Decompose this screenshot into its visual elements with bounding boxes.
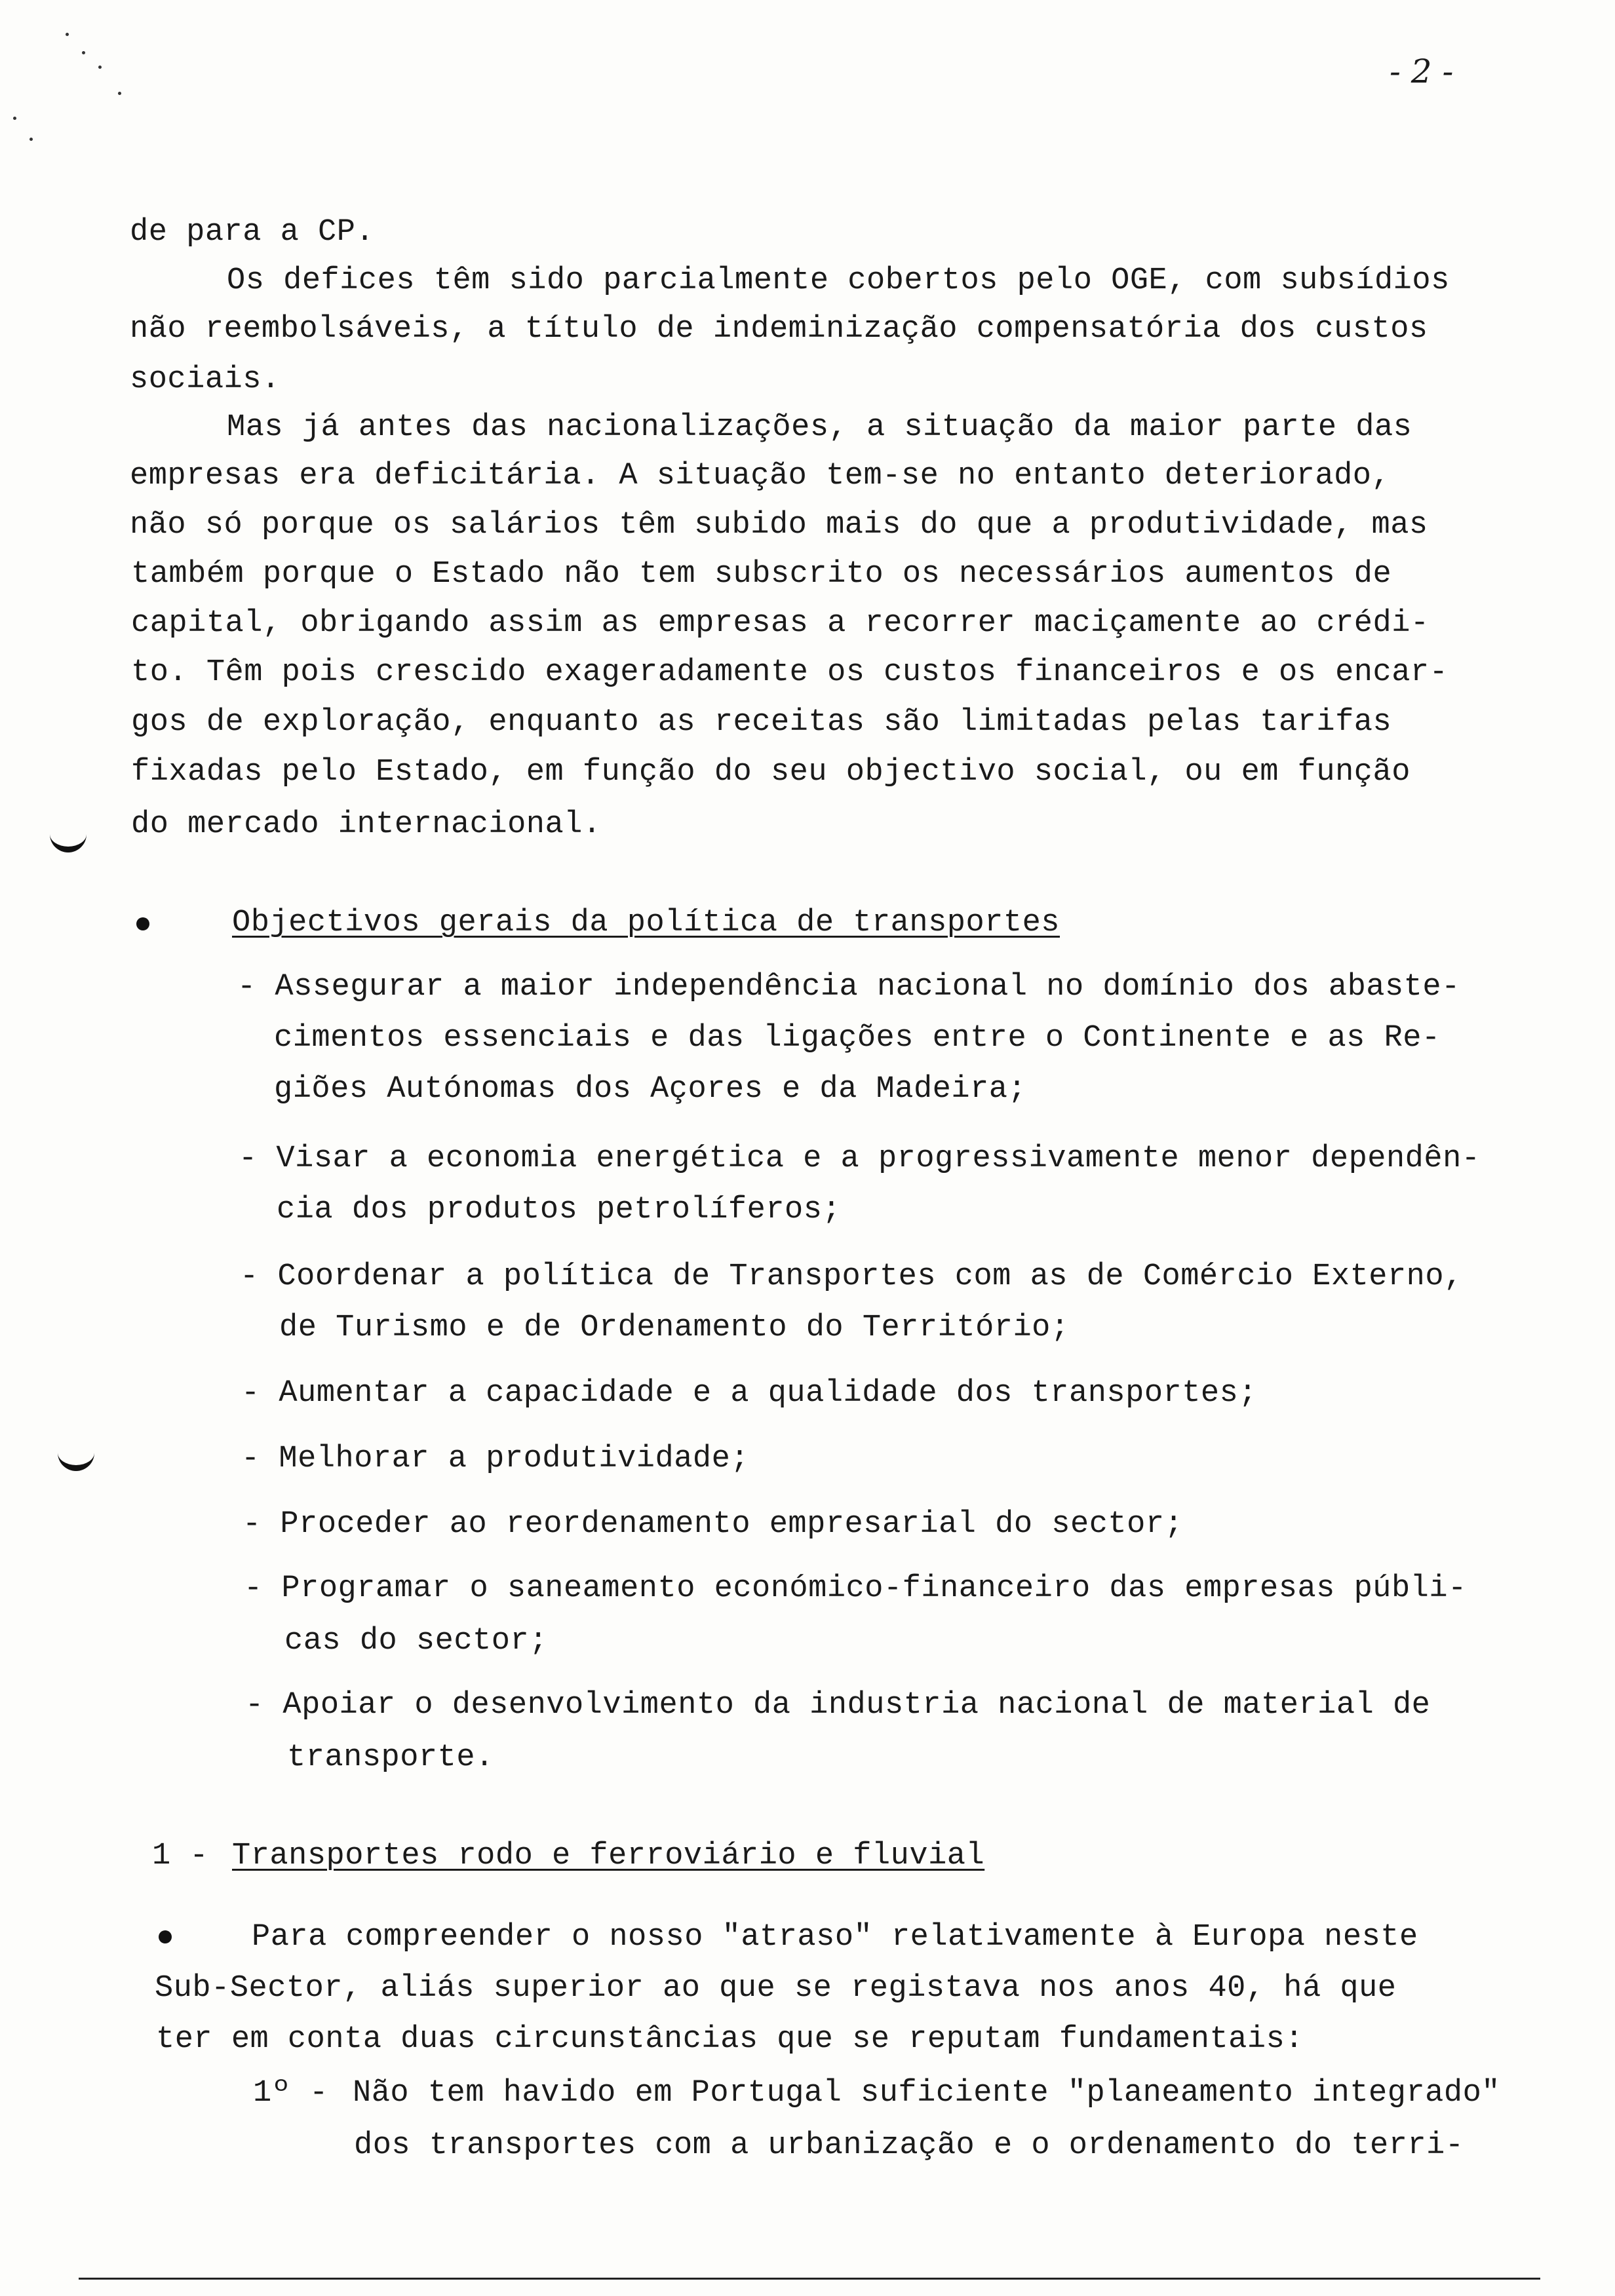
scan-speck: [118, 92, 121, 95]
objective-line: - Aumentar a capacidade e a qualidade dos transportes;: [241, 1376, 1258, 1411]
intro-line: sociais.: [130, 362, 281, 397]
section-paragraph-line: Para compreender o nosso "atraso" relativamente à Europa neste: [252, 1920, 1418, 1955]
section-number: 1 -: [152, 1839, 209, 1873]
intro-line: to. Têm pois crescido exageradamente os custos financeiros e os encar-: [131, 655, 1449, 690]
objective-line: - Coordenar a política de Transportes com as de Comércio Externo,: [240, 1259, 1463, 1294]
objective-line: cia dos produtos petrolíferos;: [277, 1193, 842, 1227]
section-heading: Transportes rodo e ferroviário e fluvial: [232, 1839, 985, 1873]
intro-line: empresas era deficitária. A situação tem-se no entanto deteriorado,: [130, 459, 1391, 493]
scan-speck: [98, 66, 102, 69]
objective-line: - Programar o saneamento económico-financeiro das empresas públi-: [244, 1571, 1467, 1606]
intro-line: não reembolsáveis, a título de indeminização compensatória dos custos: [130, 312, 1428, 347]
intro-line: fixadas pelo Estado, em função do seu objectivo social, ou em função: [131, 755, 1411, 790]
objective-line: - Apoiar o desenvolvimento da industria nacional de material de: [245, 1688, 1431, 1723]
bullet-icon: [159, 1930, 172, 1943]
objectives-heading: Objectivos gerais da política de transportes: [232, 906, 1060, 940]
bullet-icon: [136, 917, 149, 930]
intro-line: do mercado internacional.: [131, 807, 602, 842]
objective-line: - Visar a economia energética e a progressivamente menor dependên-: [239, 1141, 1481, 1176]
scan-speck: [29, 138, 33, 141]
intro-line: gos de exploração, enquanto as receitas são limitadas pelas tarifas: [131, 705, 1392, 740]
punch-hole-mark: [50, 820, 87, 852]
objective-line: cimentos essenciais e das ligações entre o Continente e as Re-: [274, 1021, 1441, 1056]
intro-line: Mas já antes das nacionalizações, a situação da maior parte das: [227, 410, 1412, 445]
objective-line: transporte.: [287, 1740, 494, 1775]
section-paragraph-line: ter em conta duas circunstâncias que se reputam fundamentais:: [156, 2022, 1304, 2057]
page-number: - 2 -: [1390, 52, 1454, 90]
punch-hole-mark: [58, 1439, 94, 1471]
objective-line: - Assegurar a maior independência nacional no domínio dos abaste-: [237, 970, 1460, 1004]
point-label: 1º -: [253, 2076, 328, 2111]
intro-line: Os defices têm sido parcialmente cobertos pelo OGE, com subsídios: [227, 263, 1450, 298]
intro-line: também porque o Estado não tem subscrito os necessários aumentos de: [131, 557, 1392, 592]
objective-line: - Melhorar a produtividade;: [241, 1442, 750, 1476]
scan-speck: [82, 51, 85, 54]
point-line: Não tem havido em Portugal suficiente "planeamento integrado": [353, 2076, 1500, 2111]
section-paragraph-line: Sub-Sector, aliás superior ao que se registava nos anos 40, há que: [155, 1971, 1397, 2006]
intro-line: de para a CP.: [130, 215, 375, 250]
scan-speck: [13, 117, 16, 120]
objective-line: - Proceder ao reordenamento empresarial do sector;: [243, 1507, 1184, 1542]
bottom-rule: [79, 2278, 1540, 2280]
point-line: dos transportes com a urbanização e o ordenamento do terri-: [354, 2128, 1464, 2163]
objective-line: cas do sector;: [284, 1624, 548, 1658]
objective-line: de Turismo e de Ordenamento do Território;: [279, 1311, 1070, 1345]
objective-line: giões Autónomas dos Açores e da Madeira;: [274, 1072, 1027, 1107]
intro-line: não só porque os salários têm subido mais do que a produtividade, mas: [130, 508, 1428, 543]
scan-speck: [66, 33, 69, 36]
intro-line: capital, obrigando assim as empresas a recorrer maciçamente ao crédi-: [131, 606, 1430, 641]
